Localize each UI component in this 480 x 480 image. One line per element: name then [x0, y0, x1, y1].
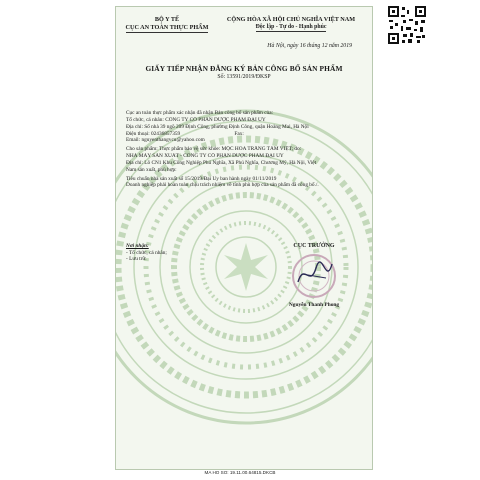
issue-date: Hà Nội, ngày 16 tháng 12 năm 2019	[267, 43, 352, 49]
republic-name: CỘNG HÒA XÃ HỘI CHỦ NGHĨA VIỆT NAM	[226, 16, 356, 23]
republic-header	[216, 16, 366, 32]
certificate-document	[115, 6, 373, 470]
recipients-block	[126, 243, 167, 263]
republic-motto: Độc lập - Tự do - Hạnh phúc	[256, 24, 327, 33]
document-body	[126, 110, 364, 189]
body-line: Tổ chức, cá nhân: CÔNG TY CỔ PHẦN DƯỢC PHẨM ĐẠI UY	[126, 116, 266, 123]
document-number: Số: 13591/2019/ĐKSP	[217, 74, 271, 80]
body-line: Cục an toàn thực phẩm xác nhận đã nhận Bản công bố sản phẩm của:	[126, 110, 274, 116]
body-line: Nam sản xuất, phù hợp:	[126, 166, 177, 173]
recipient-item: - Tổ chức, cá nhân;	[126, 249, 167, 256]
signature-stamp-icon	[290, 252, 338, 300]
qr-code-icon	[387, 5, 427, 45]
body-line: Tiêu chuẩn nhà sản xuất số 15/2019/Đại Uy ban hành ngày 01/11/2019	[126, 175, 277, 182]
recipients-label: Nơi nhận:	[126, 243, 149, 249]
signer-role: CỤC TRƯỞNG	[293, 243, 335, 249]
dossier-code: MA HO SO: 19.11.00.64815.DKCB	[204, 470, 276, 475]
body-line: Doanh nghiệp phải hoàn toàn chịu trách nhiệm về tính phù hợp của sản phẩm đã công bố./.	[126, 182, 319, 189]
recipient-item: - Lưu trữ.	[126, 256, 147, 263]
document-title: GIẤY TIẾP NHẬN ĐĂNG KÝ BẢN CÔNG BỐ SẢN PHẨM	[145, 64, 343, 73]
body-line: Điện thoại: 02436857359 Fax:	[126, 130, 244, 137]
agency-header	[124, 16, 210, 33]
body-line: Địa chỉ: Số nhà 39 ngõ 209 Định Công, phường Định Công, quận Hoàng Mai, Hà Nội	[126, 123, 309, 130]
signer-name: Nguyễn Thanh Phong	[288, 302, 340, 308]
department-name: CỤC AN TOÀN THỰC PHẨM	[125, 23, 209, 31]
body-line: Email: nguyenthangvcu@yahoo.com	[126, 137, 205, 144]
ministry-name: BỘ Y TẾ	[154, 16, 180, 23]
signature-block	[266, 243, 362, 308]
body-line: NHÀ MÁY SẢN XUẤT - CÔNG TY CỔ PHẦN DƯỢC PHẨM ĐẠI UY	[126, 153, 284, 160]
body-line: Cho sản phẩm: Thực phẩm bảo vệ sức khỏe: MỘC HOA TRẮNG TÂM VIỆT; do:	[126, 146, 302, 153]
body-line: Địa chỉ: Lô CN1 Khu Công Nghiệp Phú Nghĩa, Xã Phú Nghĩa, Chương Mỹ, Hà Nội, Việt	[126, 159, 317, 166]
